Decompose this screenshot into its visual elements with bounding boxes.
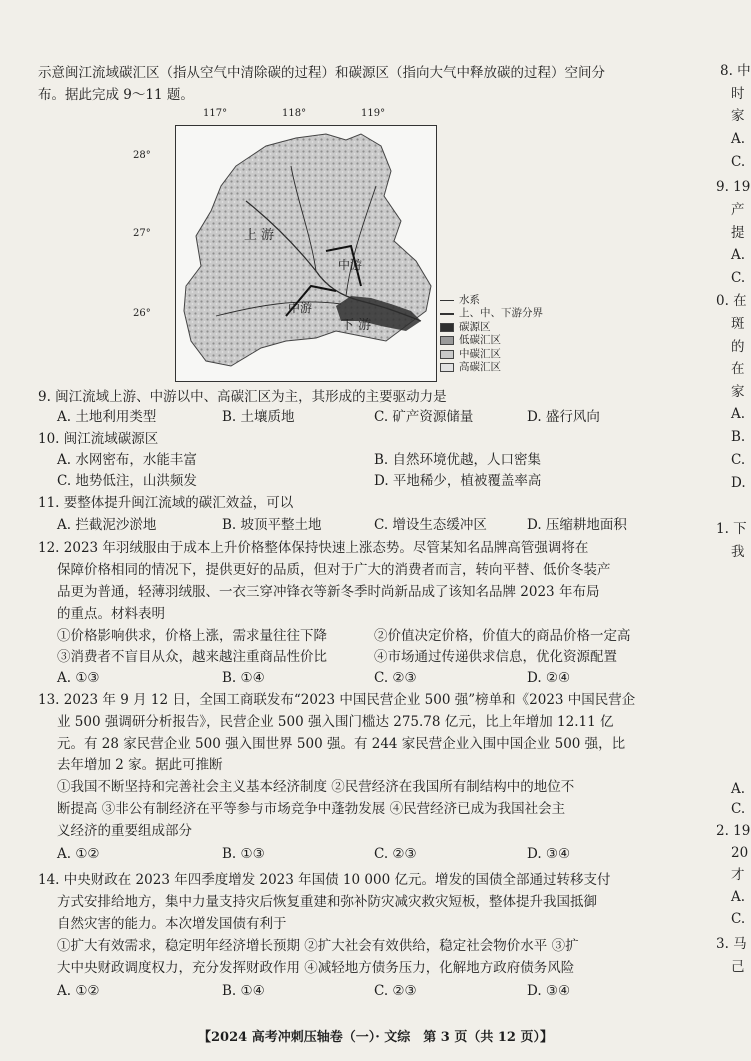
legend-mid: 中碳汇区 [440,348,543,361]
lon-tick: 118° [282,108,307,119]
q13-line: 去年增加 2 家。据此可推断 [57,757,223,773]
q13-line: 13. 2023 年 9 月 12 日，全国工商联发布“2023 中国民营企业 500 强”榜单和《2023 中国民营企 [38,692,636,708]
legend-swatch [440,300,454,301]
q11-option-c[interactable]: C. 增设生态缓冲区 [374,517,487,533]
q12-item-1: ①价格影响供求，价格上涨，需求量往往下降 [57,628,327,644]
q11-option-a[interactable]: A. 拦截泥沙淤地 [57,517,157,533]
q10-option-b[interactable]: B. 自然环境优越，人口密集 [374,452,542,468]
edge-text: C. [731,801,746,817]
q11-stem: 11. 要整体提升闽江流域的碳汇效益，可以 [38,495,294,511]
q9-option-a[interactable]: A. 土地利用类型 [57,409,157,425]
q12-option-c[interactable]: C. ②③ [374,670,417,686]
edge-text: C. [731,154,746,170]
q12-line: 12. 2023 年羽绒服由于成本上升价格整体保持快速上涨态势。尽管某知名品牌高管强调将在 [38,540,589,556]
legend-low: 低碳汇区 [440,334,543,347]
q13-line: ①我国不断坚持和完善社会主义基本经济制度 ②民营经济在我国所有制结构中的地位不 [57,779,575,795]
q14-line: 自然灾害的能力。本次增发国债有利于 [57,916,287,932]
edge-text: 8. 中 [720,63,751,79]
q13-line: 断提高 ③非公有制经济在平等参与市场竞争中蓬勃发展 ④民营经济已成为我国社会主 [57,801,566,817]
q12-line: 的重点。材料表明 [57,606,165,622]
legend-high: 高碳汇区 [440,361,543,374]
q12-option-a[interactable]: A. ①③ [57,670,100,686]
legend-swatch [440,336,454,345]
q9-option-b[interactable]: B. 土壤质地 [222,409,295,425]
q12-item-3: ③消费者不盲目从众，越来越注重商品性价比 [57,649,327,665]
q9-option-c[interactable]: C. 矿产资源储量 [374,409,474,425]
map-legend [440,294,543,374]
q14-option-b[interactable]: B. ①④ [222,983,265,999]
edge-text: 0. 在 [716,293,747,309]
q14-option-c[interactable]: C. ②③ [374,983,417,999]
edge-text: 在 [731,361,745,377]
legend-swatch [440,350,454,359]
label-upper-reach: 上 游 [244,228,275,243]
q9-stem: 9. 闽江流域上游、中游以中、高碳汇区为主，其形成的主要驱动力是 [38,389,447,405]
q12-option-d[interactable]: D. ②④ [527,670,571,686]
edge-text: 家 [731,108,745,124]
q14-line: 方式安排给地方，集中力量支持灾后恢复重建和弥补防灾减灾救灾短板，整体提升我国抵御 [57,894,597,910]
q12-option-b[interactable]: B. ①④ [222,670,265,686]
q14-option-a[interactable]: A. ①② [57,983,100,999]
edge-text: A. [731,247,746,263]
q13-option-b[interactable]: B. ①③ [222,846,265,862]
legend-source: 碳源区 [440,321,543,334]
edge-text: 时 [731,86,745,102]
edge-text: D. [731,475,746,491]
label-middle-reach: 中游 [338,258,363,272]
edge-text: C. [731,452,746,468]
edge-text: C. [731,911,746,927]
legend-swatch [440,363,454,372]
edge-text: 9. 19 [716,179,751,195]
q10-option-c[interactable]: C. 地势低注，山洪频发 [57,473,197,489]
intro-line-2: 布。据此完成 9～11 题。 [38,87,194,103]
edge-text: A. [731,131,746,147]
q13-line: 业 500 强调研分析报告》，民营企业 500 强入围门槛达 275.78 亿元，比上年增加 12.11 亿 [57,714,614,730]
q13-option-a[interactable]: A. ①② [57,846,100,862]
edge-text: 才 [731,867,745,883]
q11-option-d[interactable]: D. 压缩耕地面积 [527,517,627,533]
q14-option-d[interactable]: D. ③④ [527,983,571,999]
q12-item-4: ④市场通过传递供求信息，优化资源配置 [374,649,617,665]
edge-text: 1. 下 [716,521,747,537]
edge-text: 2. 19 [716,823,751,839]
q9-option-d[interactable]: D. 盛行风向 [527,409,600,425]
edge-text: A. [731,781,746,797]
basin-area [184,134,431,366]
q12-item-2: ②价值决定价格，价值大的商品价格一定高 [374,628,631,644]
q14-line: 大中央财政调度权力，充分发挥财政作用 ④减轻地方债务压力，化解地方政府债务风险 [57,960,575,976]
edge-text: 斑 [731,316,745,332]
edge-text: 产 [731,202,745,218]
q10-option-a[interactable]: A. 水网密布，水能丰富 [57,452,197,468]
edge-text: B. [731,429,746,445]
edge-text: C. [731,270,746,286]
lat-tick: 26° [133,308,151,319]
q12-line: 品更为普通，轻薄羽绒服、一衣三穿冲锋衣等新冬季时尚新品成了该知名品牌 2023 年布局 [57,584,600,600]
legend-boundary: 上、中、下游分界 [440,307,543,320]
edge-text: 家 [731,384,745,400]
edge-text: 我 [731,544,745,560]
q11-option-b[interactable]: B. 坡顶平整土地 [222,517,322,533]
label-middle-reach: 中游 [288,301,313,315]
q14-line: 14. 中央财政在 2023 年四季度增发 2023 年国债 10 000 亿元。增发的国债全部通过转移支付 [38,872,611,888]
q12-line: 保障价格相同的情况下，提供更好的品质，但对于广大的消费者而言，转向平替、低价冬装产 [57,562,611,578]
lat-tick: 28° [133,150,151,161]
q13-line: 元。有 28 家民营企业 500 强入围世界 500 强。有 244 家民营企业入围中国企业 500 强，比 [57,736,626,752]
page-footer: 【2024 高考冲刺压轴卷（一）· 文综 第 3 页（共 12 页）】 [198,1030,553,1045]
q10-stem: 10. 闽江流域碳源区 [38,431,159,447]
edge-text: A. [731,406,746,422]
lon-tick: 117° [203,108,228,119]
legend-swatch [440,323,454,332]
q13-line: 义经济的重要组成部分 [57,823,192,839]
q10-option-d[interactable]: D. 平地稀少，植被覆盖率高 [374,473,542,489]
intro-line-1: 示意闽江流域碳汇区（指从空气中清除碳的过程）和碳源区（指向大气中释放碳的过程）空间分 [38,65,605,81]
edge-text: A. [731,889,746,905]
lon-tick: 119° [361,108,386,119]
edge-text: 己 [731,959,745,975]
q13-option-d[interactable]: D. ③④ [527,846,571,862]
edge-text: 3. 马 [716,936,747,952]
legend-swatch [440,313,454,315]
edge-text: 20 [731,845,749,861]
q13-option-c[interactable]: C. ②③ [374,846,417,862]
map-graphic [176,126,436,381]
edge-text: 的 [731,339,745,355]
legend-river: 水系 [440,294,543,307]
edge-text: 提 [731,225,745,241]
min-river-map [175,125,437,382]
label-lower-reach: 下 游 [341,318,372,333]
lat-tick: 27° [133,228,151,239]
q14-line: ①扩大有效需求，稳定明年经济增长预期 ②扩大社会有效供给，稳定社会物价水平 ③扩 [57,938,579,954]
